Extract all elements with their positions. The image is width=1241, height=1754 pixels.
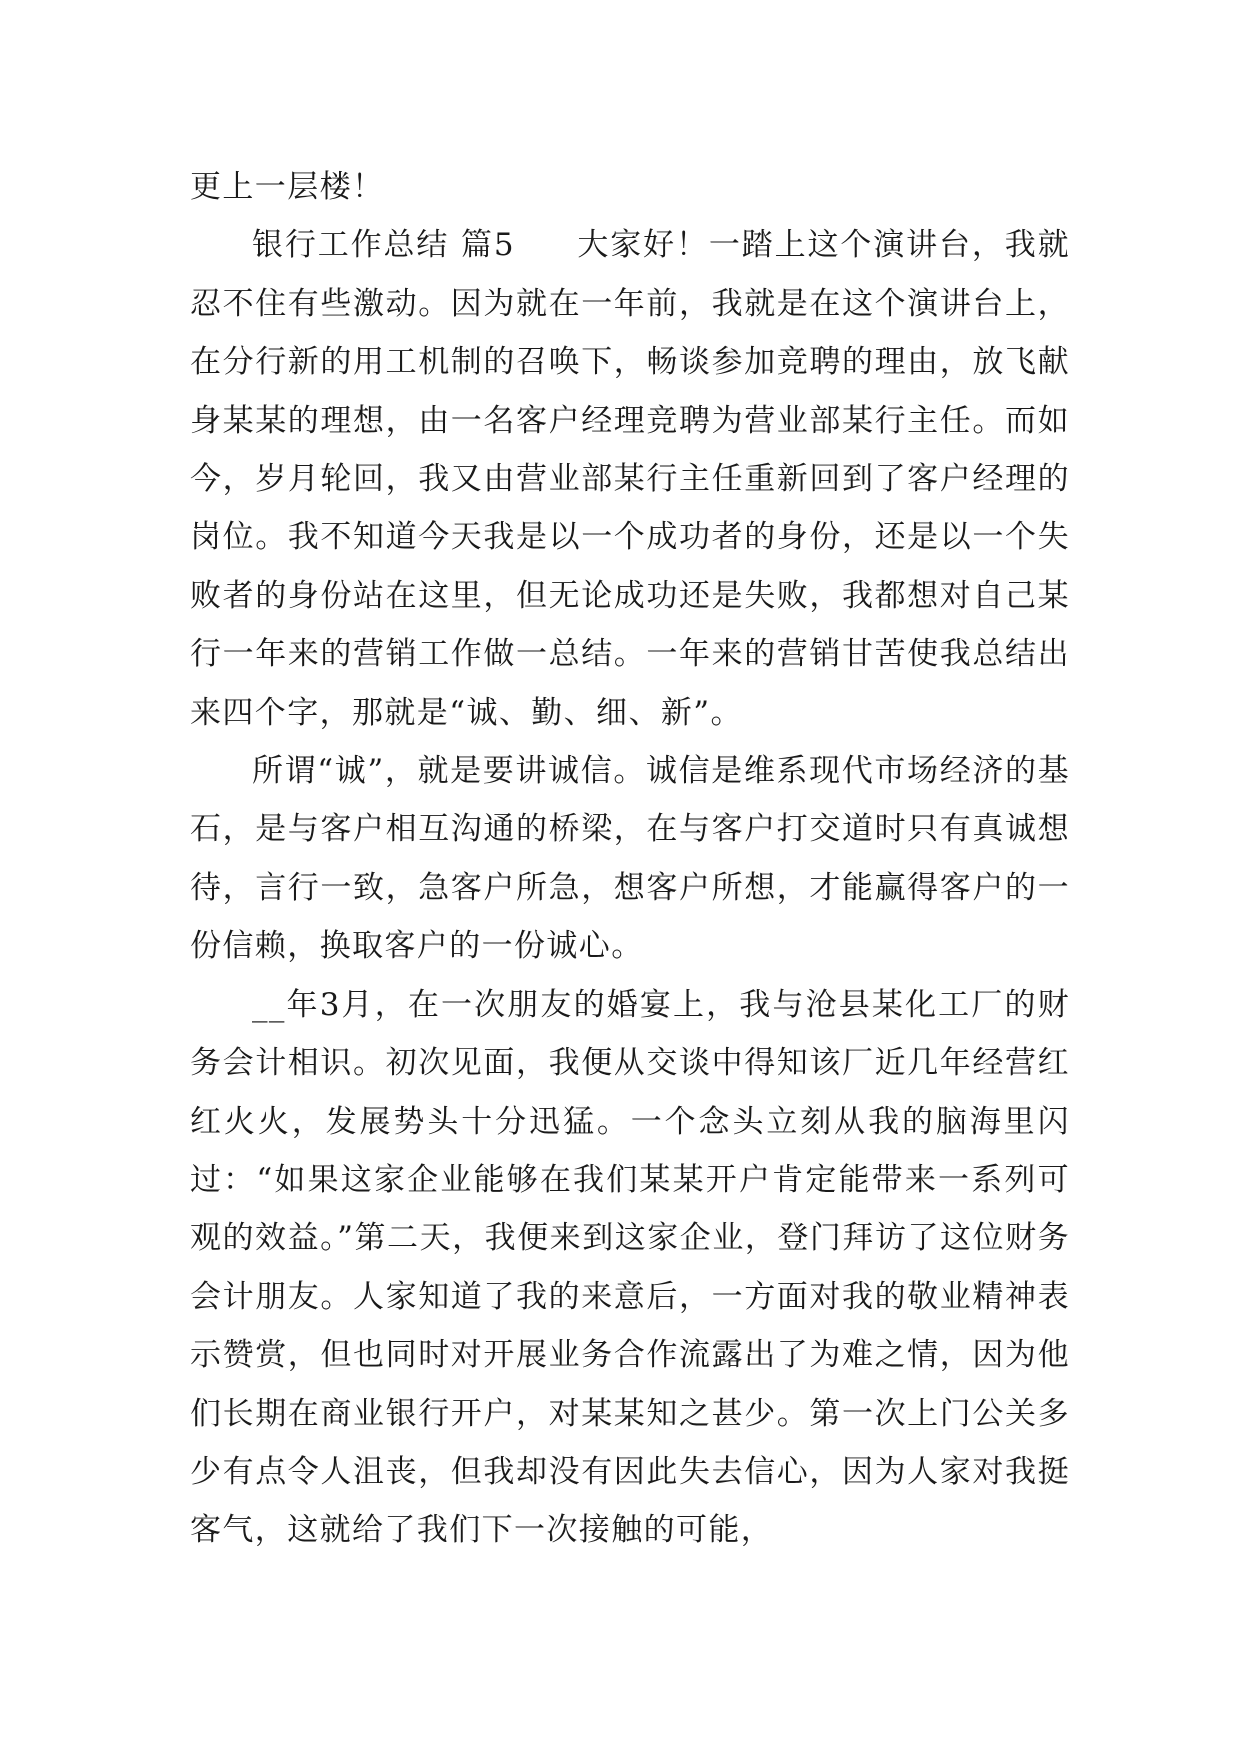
paragraph-3 [190, 742, 1070, 976]
paragraph-text: 更上一层楼！ [190, 169, 385, 205]
document-body [190, 158, 1070, 1560]
paragraph-text: 大家好！一踏上这个演讲台，我就忍不住有些激动。因为就在一年前，我就是在这个演讲台上，在分行新的用工机制的召唤下，畅谈参加竞聘的理由，放飞献身某某的理想，由一名客户经理竞聘为营业部某行主任。而如今，岁月轮回，我又由营业部某行主任重新回到了客户经理的岗位。我不知道今天我是以一个成功者的身份，还是以一个失败者的身份站在这里，但无论成功还是失败，我都想对自己某行一年来的营销工作做一总结。一年来的营销甘苦使我总结出来四个字，那就是“诚、勤、细、新”。 [190, 227, 1070, 731]
paragraph-4 [190, 976, 1070, 1560]
paragraph-1 [190, 158, 1070, 216]
paragraph-text: __年3月，在一次朋友的婚宴上，我与沧县某化工厂的财务会计相识。初次见面，我便从交谈中得知该厂近几年经营红红火火，发展势头十分迅猛。一个念头立刻从我的脑海里闪过：“如果这家企业能够在我们某某开户肯定能带来一系列可观的效益。”第二天，我便来到这家企业，登门拜访了这位财务会计朋友。人家知道了我的来意后，一方面对我的敬业精神表示赞赏，但也同时对开展业务合作流露出了为难之情，因为他们长期在商业银行开户，对某某知之甚少。第一次上门公关多少有点令人沮丧，但我却没有因此失去信心，因为人家对我挺客气，这就给了我们下一次接触的可能， [190, 986, 1070, 1549]
paragraph-2 [190, 216, 1070, 742]
paragraph-text: 所谓“诚”，就是要讲诚信。诚信是维系现代市场经济的基石，是与客户相互沟通的桥梁，在与客户打交道时只有真诚想待，言行一致，急客户所急，想客户所想，才能赢得客户的一份信赖，换取客户的一份诚心。 [190, 753, 1070, 965]
section-heading: 银行工作总结 篇5 [252, 227, 515, 264]
